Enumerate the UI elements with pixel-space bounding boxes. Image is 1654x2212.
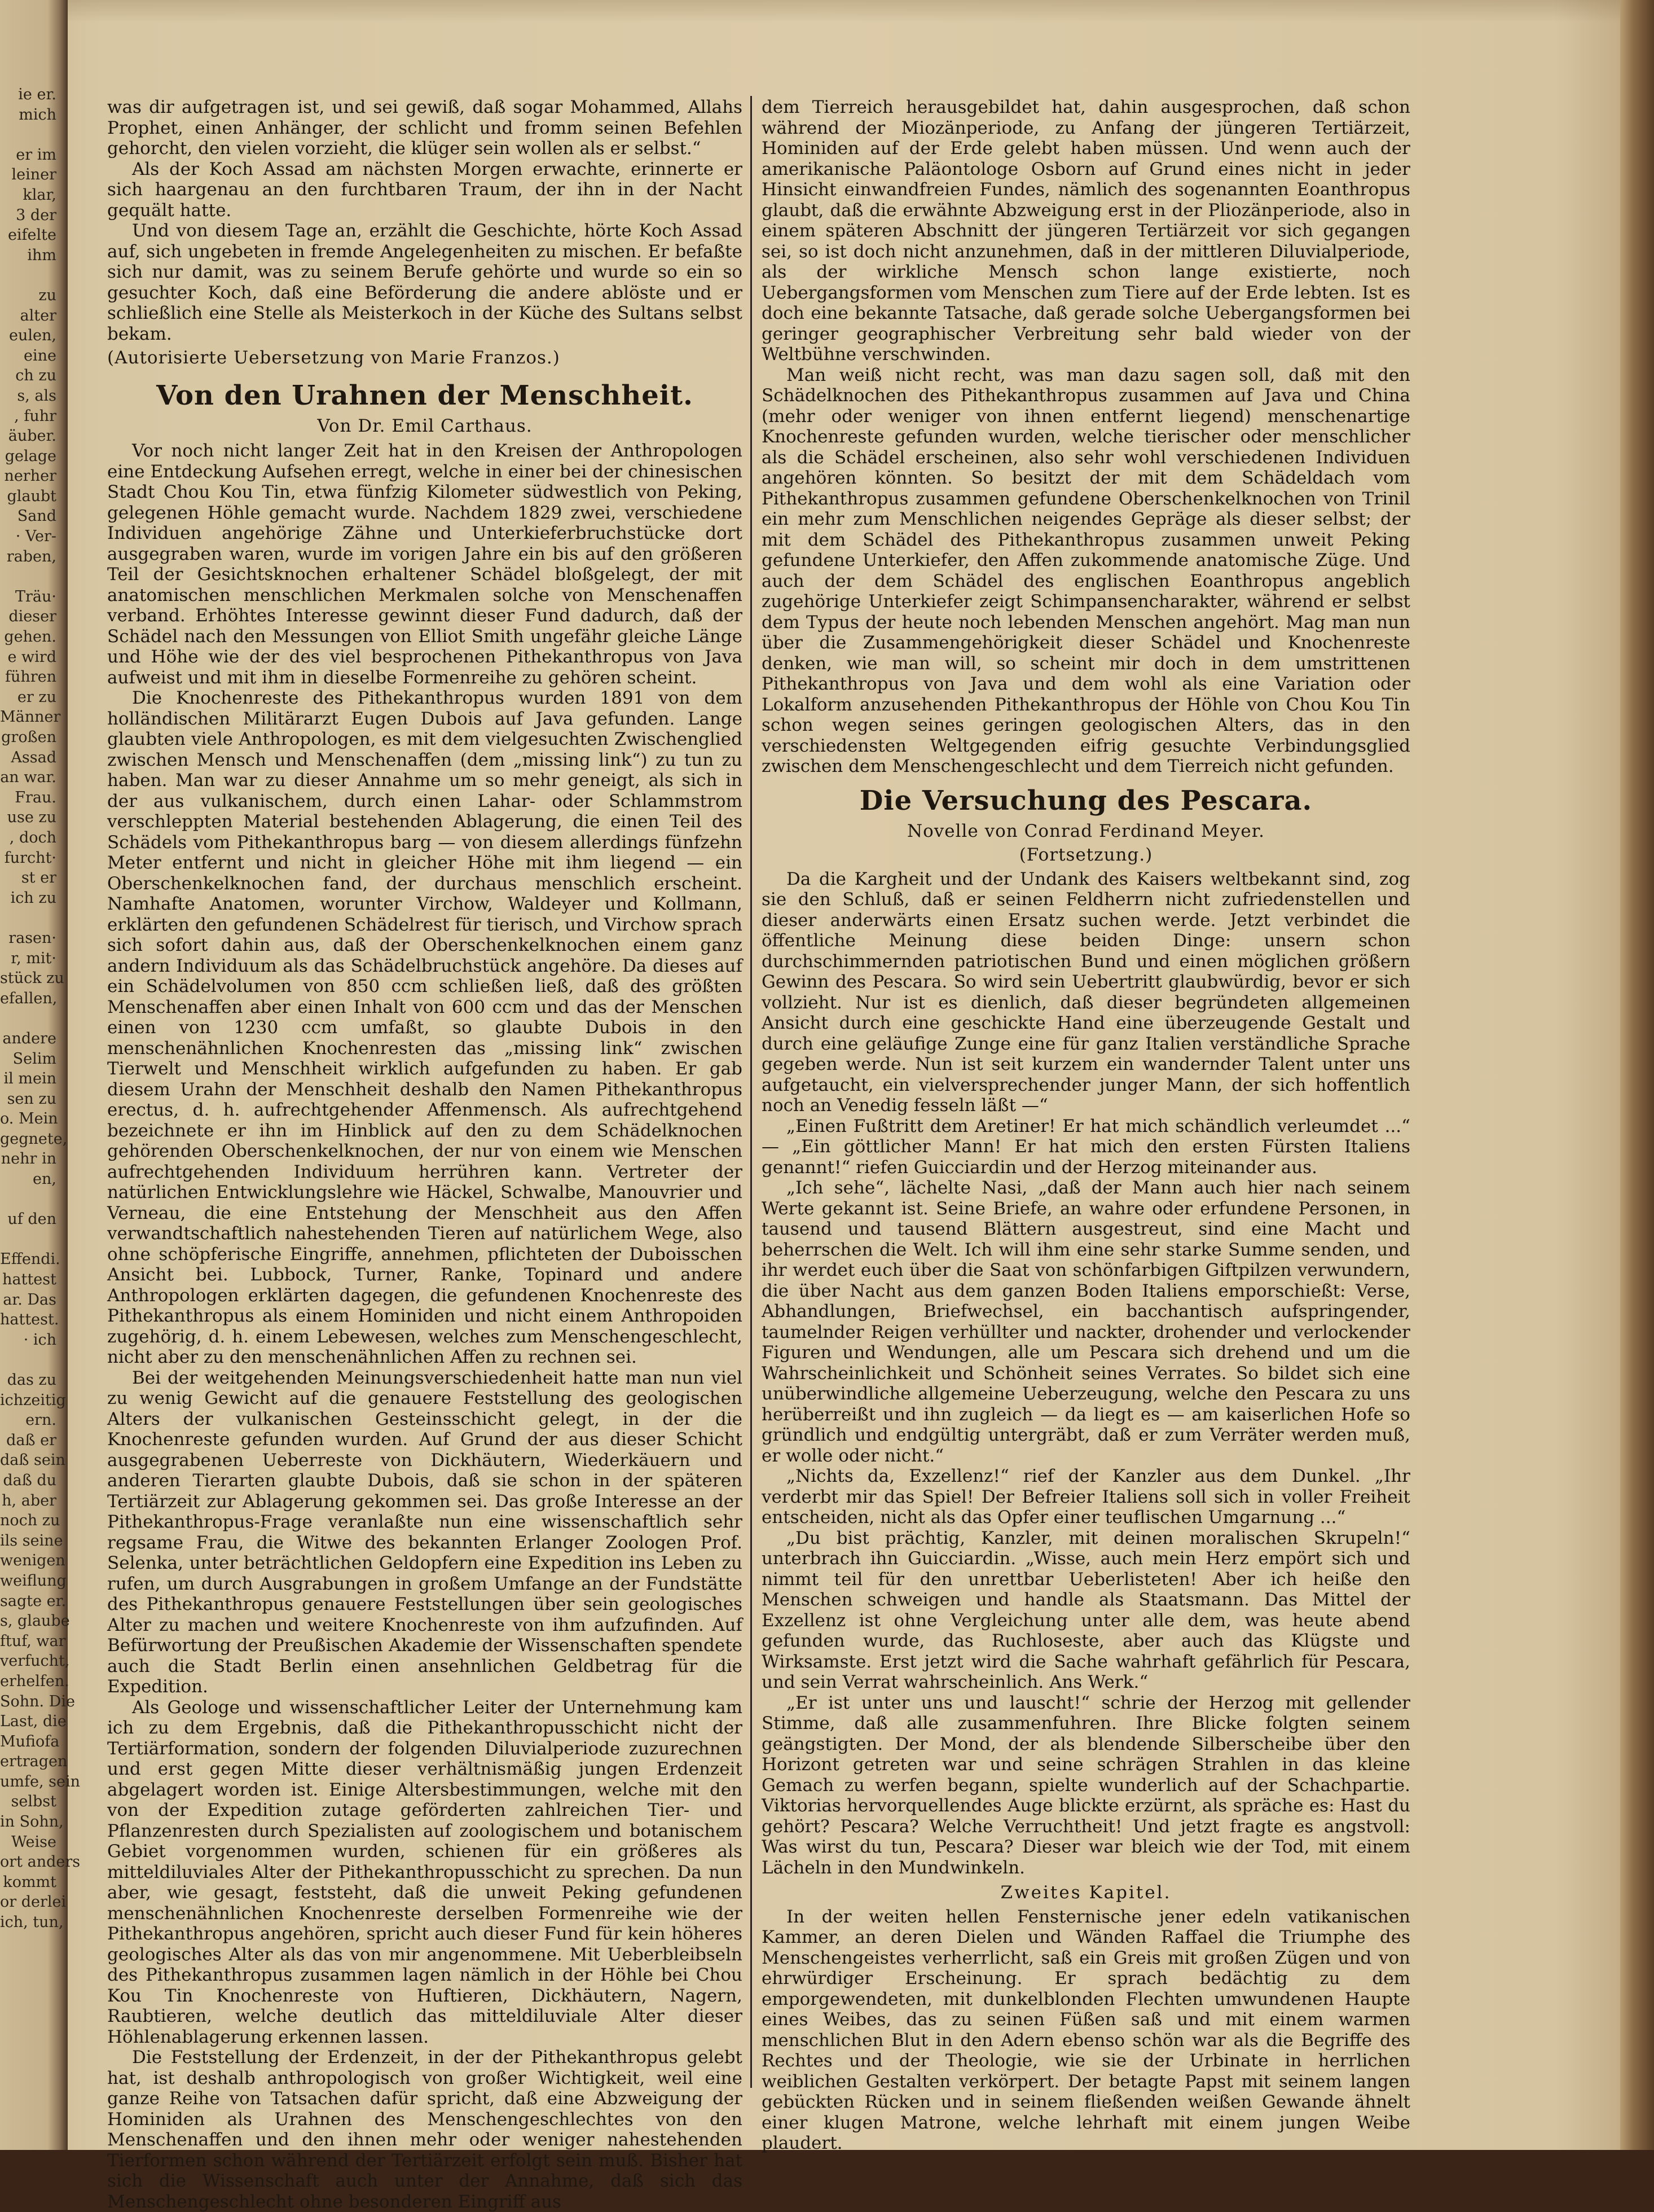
right-column [762,97,1410,2154]
gutter-fragment: hattest [2,1271,56,1289]
novel-paragraph: „Ich sehe“, lächelte Nasi, „daß der Mann auch hier nach seinem Werte gekannt ist. Seine Briefe, an wahre oder erfundene Personen, in tausend und tausend Blättern ausgestreut, sind eine Macht und beherrschen die Welt. Ich will ihm eine sehr starke Summe senden, und ihr werdet euch über die Saat von schönfarbigen Giftpilzen verwundern, die über Nacht aus dem ganzen Boden Italiens emporschießt: Verse, Abhandlungen, Briefwechsel, ein bacchantisch aufspringender, taumelnder Reigen verhüllter und nackter, drohender und verlockender Figuren und Wendungen, alle um Pescara sich drehend und um die Wahrscheinlichkeit und Schönheit seines Verrates. So bildet sich eine unüberwindliche allgemeine Ueberzeugung, welche den Pescara zu uns herüberreißt und ihn zugleich — da liegt es — am kaiserlichen Hofe so gründlich und endgültig untergräbt, daß er zum Verräter werden muß, er wolle oder nicht.“ [762,1178,1410,1466]
novel-paragraph: „Du bist prächtig, Kanzler, mit deinen moralischen Skrupeln!“ unterbrach ihn Guicciardin. „Wisse, auch mein Herz empört sich und nimmt teil für den unrettbar Ueberlisteten! Aber ich heiße den Menschen schweigen und handle als Staatsmann. Das Mittel der Exzellenz ist ohne Vergleichung unter alle dem, was heute abend gefunden wurde, das Ruchloseste, aber auch das Klügste und Wirksamste. Erst jetzt wird die Sache wahrhaft gefährlich für Pescara, und sein Verrat wahrscheinlich. Ans Werk.“ [762,1528,1410,1692]
gutter-fragment [0,567,56,587]
gutter-fragment: il mein [3,1070,56,1088]
gutter-fragment: noch zu [0,1512,60,1530]
gutter-fragment: weiflung [0,1572,67,1590]
novel-title: Die Versuchung des Pescara. [859,784,1313,817]
gutter-fragment: kommt [3,1873,56,1891]
gutter-fragment: ar. Das [3,1291,56,1309]
gutter-fragment: führen [5,668,56,686]
gutter-fragment: er im [16,146,56,164]
gutter-fragment: dieser [8,608,56,626]
gutter-fragment: nerher [4,467,56,485]
gutter-text-fragments [0,85,81,1933]
novel-paragraph: „Er ist unter uns und lauscht!“ schrie der Herzog mit gellender Stimme, daß alle zusammenfuhren. Ihre Blicke folgten seinem geängstigten. Der Mond, der als blendende Silberscheibe über den Horizont getreten war und seine schrägen Strahlen in das kleine Gemach zu werfen begann, spielte wunderlich auf der Schachpartie. Viktorias hervorquellendes Auge blickte erzürnt, als spräche es: Hast du gehört? Pescara? Welche Verruchtheit! Und jetzt fragte es angstvoll: Was wirst du tun, Pescara? Dieser war bleich wie der Tod, mit einem Lächeln in den Mundwinkeln. [762,1692,1410,1878]
gutter-fragment: gelage [5,447,56,465]
gutter-fragment: e wird [7,648,56,666]
gutter-fragment: sagte er. [0,1592,67,1610]
gutter-fragment: nehr in [1,1150,56,1168]
story-ending-paragraph: was dir aufgetragen ist, und sei gewiß, daß sogar Mohammed, Allahs Prophet, einen Anhänger, der schlicht und fromm seinen Befehlen gehorcht, den vielen vorzieht, die klüger sein wollen als er selbst.“ [107,97,742,159]
article-paragraph: Die Knochenreste des Pithekanthropus wurden 1891 von dem holländischen Militärarzt Eugen Dubois auf Java gefunden. Lange glaubten viele Anthropologen, es mit dem vielgesuchten Zwischenglied zwischen Mensch und Menschenaffen (dem „missing link“) zu tun zu haben. Man war zu dieser Annahme um so mehr geneigt, als sich in der aus vulkanischem, durch einen Lahar- oder Schlammstrom verschleppten Material bestehenden Ablagerung, die einen Teil des Schädels vom Pithekanthropus barg — von diesem allerdings fünfzehn Meter entfernt und nicht in gleicher Höhe mit ihm liegend — ein Oberschenkelknochen fand, der durchaus menschlich erscheint. Namhafte Anatomen, worunter Virchow, Waldeyer und Kollmann, erklärten den gefundenen Schädelrest für tierisch, und Virchow sprach sich sofort dahin aus, daß der Oberschenkelknochen einem ganz andern Individuum als das Schädelbruchstück angehöre. Da dieses auf ein Schädelvolumen von 850 ccm schließen ließ, daß des größten Menschenaffen aber einen Inhalt von 600 ccm und das der Menschen einen von 1230 ccm umfaßt, so glaubte Dubois in den menschenähnlichen Knochenresten das „missing link“ zwischen Tierwelt und Menschheit wirklich aufgefunden zu haben. Er gab diesem Urahn der Menschheit deshalb den Namen Pithekanthropus erectus, d. h. aufrechtgehender Affenmensch. Als aufrechtgehend bezeichnete er ihn im Hinblick auf den zu dem Schädelknochen gehörenden Oberschenkelknochen, der nur von einem wie Menschen aufrechtgehenden Individuum herrühren kann. Vertreter der natürlichen Entwicklungslehre wie Häckel, Schwalbe, Manouvrier und Verneau, die eine Entstehung der Menschheit aus den Affen verwandtschaftlich nahestehenden Tieren auf natürlichem Wege, also ohne schöpferische Eingriffe, annehmen, pflichteten der Duboisschen Ansicht bei. Lubbock, Turner, Ranke, Topinard und andere Anthropologen erklärten dagegen, die gefundenen Knochenreste des Pithekanthropus als einem Hominiden und nicht einem Anthropoiden zugehörig, d. h. einem Lebewesen, welches zum Menschengeschlecht, nicht aber zu den menschenähnlichen Affen zu rechnen sei. [107,688,742,1367]
gutter-fragment: r, mit· [11,949,56,967]
gutter-fragment: ie er. [18,86,56,103]
previous-page-gutter [0,0,81,2150]
gutter-fragment: · ich [23,1331,56,1349]
gutter-fragment: gegnete, [0,1130,68,1148]
gutter-fragment: andere [2,1029,56,1047]
gutter-fragment [0,908,56,928]
gutter-fragment: Weise [11,1833,56,1851]
gutter-fragment: gehen. [4,628,56,646]
gutter-fragment: eine [24,346,56,365]
story-paragraph: Als der Koch Assad am nächsten Morgen erwachte, erinnerte er sich haargenau an den furchtbaren Traum, der ihn in der Nacht gequält hatte. [107,159,742,221]
gutter-fragment: furcht· [4,849,56,867]
gutter-fragment: Sand [17,507,56,525]
gutter-fragment: großen [1,728,56,746]
chapter-paragraph: In der weiten hellen Fensternische jener edeln vatikanischen Kammer, an deren Dielen und Wänden Raffael die Triumphe des Menschengeistes verherrlicht, saß ein Greis mit großen Zügen und von ehrwürdiger Erscheinung. Er sprach bedächtig zu dem emporgewendeten, mit dunkelblonden Flechten umwundenen Haupte eines Weibes, das zu seinen Füßen saß und mit einem warmen menschlichen Blut in den Adern ebenso schön war als die Begriffe des Rechtes und der Theologie, wie sie der Urbinate in herrlichen weiblichen Gestalten verkörpert. Der betagte Papst mit seinem langen gebückten Rücken und in seinem fließenden weißen Gewande ähnelt einer klugen Matrone, welche lehrhaft mit einem jungen Weibe plaudert. [762,1906,1410,2153]
gutter-fragment: raben, [6,547,56,565]
gutter-fragment: Effendi. [0,1250,60,1269]
gutter-fragment: eulen, [9,327,56,345]
gutter-fragment: , doch [9,828,56,846]
gutter-fragment [0,1190,56,1210]
gutter-fragment: erhelfen. [0,1672,69,1690]
gutter-fragment [0,1230,56,1250]
gutter-fragment: Assad [11,748,56,766]
gutter-fragment: Last, die [0,1713,67,1731]
gutter-fragment [0,1350,56,1370]
gutter-fragment: daß du [3,1471,56,1489]
gutter-fragment: ich zu [10,889,56,907]
page-shadow [0,0,1654,23]
gutter-fragment: s, glaube [0,1612,70,1630]
article-title: Von den Urahnen der Menschheit. [156,379,693,411]
gutter-fragment: glaubt [7,487,56,505]
gutter-fragment: sen zu [7,1090,56,1108]
gutter-fragment: , fuhr [14,407,56,425]
gutter-fragment: ich, tun, [0,1913,64,1932]
gutter-fragment: wenigen [0,1552,65,1570]
gutter-fragment: selbst [11,1793,56,1811]
gutter-fragment: leiner [11,166,56,184]
gutter-fragment: en, [33,1170,56,1188]
translation-credit: (Autorisierte Uebersetzung von Marie Franzos.) [107,348,560,368]
gutter-fragment: daß sein [0,1451,65,1469]
book-spine-edge [1620,0,1654,2150]
gutter-fragment: · Ver- [15,528,56,546]
gutter-fragment [0,125,56,145]
gutter-fragment: das zu [7,1371,56,1389]
gutter-fragment: Frau. [15,788,56,806]
gutter-fragment: uf den [7,1210,56,1228]
article-paragraph: Die Feststellung der Erdenzeit, in der der Pithekanthropus gelebt hat, ist deshalb anthropologisch von großer Wichtigkeit, weil eine ganze Reihe von Tatsachen dafür spricht, daß eine Abzweigung der Hominiden als Urahnen des Menschengeschlechtes von den Menschenaffen und den ihnen mehr oder weniger nahestehenden Tierformen schon während der Tertiärzeit erfolgt sein muß. Bisher hat sich die Wissenschaft auch unter der Annahme, daß sich das Menschengeschlecht ohne besonderen Eingriff aus [107,2047,742,2212]
gutter-fragment: efallen, [0,989,58,1007]
gutter-fragment: o. Mein [0,1110,58,1128]
novel-continuation-note: (Fortsetzung.) [1019,845,1153,865]
article-byline: Von Dr. Emil Carthaus. [317,415,533,436]
gutter-fragment: h, aber [2,1491,56,1509]
article-paragraph: Vor noch nicht langer Zeit hat in den Kreisen der Anthropologen eine Entdeckung Aufsehen erregt, welche in einer bei der chinesischen Stadt Chou Kou Tin, etwa fünfzig Kilometer südwestlich von Peking, gelegenen Höhle gemacht wurde. Nachdem 1829 zwei, verschiedene Individuen angehörige Zähne und Unterkieferbruchstücke dort ausgegraben waren, wurde im vorigen Jahre ein bis auf den größeren Teil der Gesichtsknochen erhaltener Schädel bloßgelegt, der mit anatomischen menschlichen Merkmalen solche von Menschenaffen verband. Erhöhtes Interesse gewinnt dieser Fund dadurch, daß der Schädel nach den Messungen von Elliot Smith ungefähr gleiche Länge und Höhe wie der des viel besprochenen Pithekanthropus von Java aufweist und mit ihm in dieselbe Formenreihe zu gehören scheint. [107,441,742,688]
gutter-fragment: ils seine [0,1531,63,1550]
gutter-fragment: ort anders [0,1853,81,1871]
article-paragraph: Bei der weitgehenden Meinungsverschiedenheit hatte man nun viel zu wenig Gewicht auf die genauere Feststellung des geologischen Alters der vulkanischen Gesteinsschicht gelegt, in der die Knochenreste gefunden wurden. Auf Grund der aus dieser Schicht ausgegrabenen Ueberreste von Dickhäutern, Wiederkäuern und anderen Tierarten glaubte Dubois, daß sie schon in der späteren Tertiärzeit zur Ablagerung gekommen sei. Das große Interesse an der Pithekanthropus-Frage veranlaßte nun eine wissenschaftlich sehr regsame Frau, die Witwe des bekannten Erlanger Zoologen Prof. Selenka, unter beträchtlichen Geldopfern eine Expedition ins Leben zu rufen, um durch Ausgrabungen in großem Umfange an der Fundstätte des Pithekanthropus genauere Feststellungen über sein geologisches Alter zu machen und weitere Knochenreste von ihm aufzufinden. Auf Befürwortung der Preußischen Akademie der Wissenschaften spendete auch die Stadt Berlin einen ansehnlichen Geldbetrag für die Expedition. [107,1367,742,1697]
novel-paragraph: „Nichts da, Exzellenz!“ rief der Kanzler aus dem Dunkel. „Ihr verderbt mir das Spiel! Der Befreier Italiens soll sich in voller Freiheit entscheiden, nicht als das Opfer einer teuflischen Umgarnung ...“ [762,1466,1410,1528]
gutter-fragment: hattest. [0,1311,59,1329]
gutter-fragment: ch zu [15,367,56,385]
gutter-fragment: an war. [0,769,56,787]
gutter-fragment: Sohn. Die [0,1692,75,1710]
gutter-fragment: Mufiofa [0,1732,60,1750]
gutter-fragment: in Sohn, [0,1813,64,1831]
gutter-fragment: eifelte [7,226,56,244]
article-continuation-paragraph: Man weiß nicht recht, was man dazu sagen soll, daß mit den Schädelknochen des Pithekanthropus zusammen auf Java und China (mehr oder weniger von ihnen entfernt liegend) menschenartige Knochenreste gefunden wurden, welche tierischer oder menschlicher als die Schädel erscheinen, also sehr wohl verschiedenen Individuen angehören könnten. So besitzt der mit dem Schädeldach vom Pithekanthropus zusammen gefundene Oberschenkelknochen von Trinil ein mehr zum Menschlichen neigendes Gepräge als dieser selbst; der mit dem Schädel des Pithekanthropus zusammen unweit Peking gefundene Unterkiefer, den Affen zukommende anatomische Züge. Und auch der dem Schädel des englischen Eoanthropus angeblich zugehörige Unterkiefer zeigt Schimpansencharakter, während er selbst dem Typus der heute noch lebenden Menschen angehört. Mag man nun über die Zusammengehörigkeit dieser Schädel und Knochenreste denken, wie man will, so scheint mir doch in dem umstrittenen Pithekanthropus von Java und dem wohl als eine Variation oder Lokalform anzusehenden Pithekanthropus der Höhle von Chou Kou Tin schon wegen seines geringen geologischen Alters, das in den verschiedensten Weltgegenden eifrig gesuchte Verbindungsglied zwischen dem Menschengeschlecht und dem Tierreich nicht gefunden. [762,365,1410,776]
gutter-fragment: verfucht, [0,1652,70,1670]
gutter-fragment: ertragen [0,1753,68,1771]
left-column [107,97,742,2212]
gutter-fragment: äuber. [8,427,56,445]
column-divider [750,96,752,2088]
gutter-fragment: stück zu [0,969,64,988]
novel-subtitle: Novelle von Conrad Ferdinand Meyer. [907,820,1265,841]
gutter-fragment: mich [19,106,56,124]
gutter-fragment: ichzeitig [0,1391,66,1409]
gutter-fragment: daß er [6,1431,56,1449]
novel-paragraph: „Einen Fußtritt dem Aretiner! Er hat mich schändlich verleumdet ...“ — „Ein göttlicher Mann! Er hat mich den ersten Fürsten Italiens genannt!“ riefen Guicciardin und der Herzog miteinander aus. [762,1116,1410,1178]
gutter-fragment [0,1008,56,1029]
gutter-fragment: umfe, sein [0,1772,80,1790]
gutter-fragment: 3 der [16,206,56,224]
gutter-fragment: rasen· [8,929,56,947]
gutter-fragment: Träu· [15,587,56,605]
gutter-fragment: or derlei [0,1893,67,1911]
chapter-heading: Zweites Kapitel. [1000,1882,1172,1903]
article-continuation-paragraph: dem Tierreich herausgebildet hat, dahin ausgesprochen, daß schon während der Miozänperiode, zu Anfang der jüngeren Tertiärzeit, Hominiden auf der Erde gelebt haben müssen. Und wenn auch der amerikanische Paläontologe Osborn auf Grund eines nicht in jeder Hinsicht einwandfreien Fundes, nämlich des sogenannten Eoanthropus glaubt, daß die erwähnte Abzweigung erst in der Pliozänperiode, also in einem späteren Abschnitt der jüngeren Tertiärzeit vor sich gegangen sei, so ist doch nicht anzunehmen, daß in der mittleren Diluvialperiode, als der wirkliche Mensch schon lange existierte, noch Uebergangsformen vom Menschen zum Tiere auf der Erde lebten. Ist es doch eine bekannte Tatsache, daß gerade solche Uebergangsformen bei geringer geographischer Verbreitung sehr bald wieder von der Weltbühne verschwinden. [762,97,1410,365]
gutter-fragment: er zu [17,688,56,706]
gutter-fragment: Männer [0,708,61,726]
novel-paragraph: Da die Kargheit und der Undank des Kaisers weltbekannt sind, zog sie den Schluß, daß er seinen Feldherrn nicht zufriedenstellen und dieser anderwärts einen Ersatz suchen werde. Jetzt verbindet die öffentliche Meinung diese beiden Dinge: unsern schon durchschimmernden patriotischen Bund und einen möglichen größern Gewinn des Pescara. So wird sein Uebertritt glaubwürdig, bevor er sich vollzieht. Nur ist es dienlich, daß dieser begründeten allgemeinen Ansicht durch eine geschickte Hand eine überzeugende Gestalt und durch eine geläufige Zunge eine für ganz Italien verständliche Sprache gegeben werde. Nun ist seit kurzem ein wandernder Talent unter uns aufgetaucht, ein vielversprechender junger Mann, der sich hoffentlich noch an Venedig fesseln läßt —“ [762,868,1410,1116]
gutter-fragment: klar, [23,186,56,204]
story-paragraph: Und von diesem Tage an, erzählt die Geschichte, hörte Koch Assad auf, sich ungebeten in fremde Angelegenheiten zu mischen. Er befaßte sich nur damit, was zu seinem Berufe gehörte und wurde so ein so gesuchter Koch, daß eine Beförderung die andere ablöste und er schließlich eine Stelle als Meisterkoch in der Küche des Sultans selbst bekam. [107,221,742,344]
gutter-fragment: ern. [25,1411,56,1429]
gutter-fragment: ftuf, war [0,1632,66,1650]
gutter-fragment: ihm [27,246,56,264]
gutter-fragment: Selim [12,1050,56,1068]
gutter-fragment: alter [20,306,56,324]
gutter-fragment: use zu [7,809,56,827]
gutter-fragment: s, als [17,387,56,405]
gutter-fragment: st er [21,869,56,887]
article-paragraph: Als Geologe und wissenschaftlicher Leiter der Unternehmung kam ich zu dem Ergebnis, daß die Pithekanthropusschicht nicht der Tertiärformation, sondern der folgenden Diluvialperiode zuzurechnen und erst gegen Mitte dieser verhältnismäßig jungen Erdenzeit abgelagert worden ist. Einige Altersbestimmungen, welche mit den von der Expedition zutage geförderten zahlreichen Tier- und Pflanzenresten durch Spezialisten auf zoologischem und botanischem Gebiet vorgenommen wurden, schienen für ein größeres als mitteldiluviales Alter der Pithekanthropusschicht zu sprechen. Da nun aber, wie gesagt, feststeht, daß die unweit Peking gefundenen menschenähnlichen Knochenreste derselben Formenreihe wie der Pithekanthropus angehören, spricht auch dieser Fund für kein höheres geologisches Alter als das von mir angenommene. Mit Ueberbleibseln des Pithekanthropus zusammen lagen nämlich in der Höhle bei Chou Kou Tin Knochenreste von Huftieren, Dickhäutern, Nagern, Raubtieren, welche deutlich das mitteldiluviale Alter dieser Höhlenablagerung erkennen lassen. [107,1697,742,2047]
gutter-fragment [0,265,56,286]
gutter-fragment: zu [38,286,56,304]
